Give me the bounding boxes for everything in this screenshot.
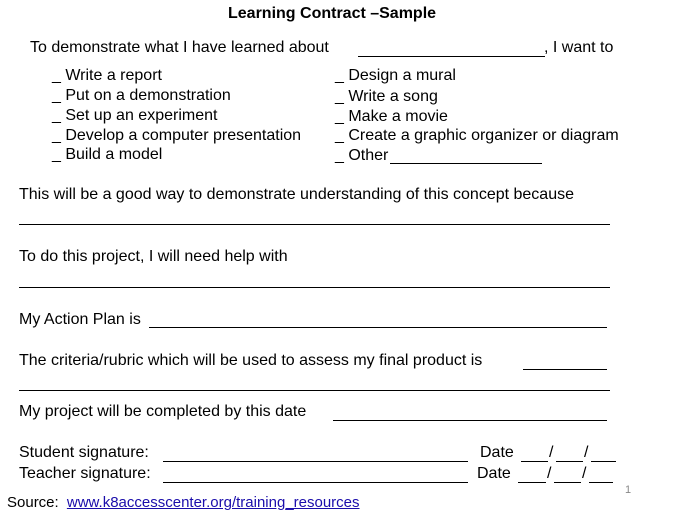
criteria-blank-2 (19, 390, 610, 391)
completion-date-blank (333, 420, 607, 421)
student-date-day (556, 461, 583, 462)
option-graphic-organizer: _ Create a graphic organizer or diagram (335, 127, 619, 144)
teacher-signature-label: Teacher signature: (19, 465, 151, 482)
option-build-model: _ Build a model (52, 146, 163, 163)
help-prompt: To do this project, I will need help with (19, 248, 288, 265)
topic-blank (358, 56, 545, 57)
option-design-mural: _ Design a mural (335, 67, 456, 84)
criteria-prompt: The criteria/rubric which will be used to assess my final product is (19, 352, 483, 369)
option-write-report: _ Write a report (52, 67, 162, 84)
help-blank (19, 287, 610, 288)
student-date-month (521, 461, 548, 462)
teacher-date-year (589, 482, 613, 483)
intro-suffix: , I want to (544, 39, 614, 56)
option-demonstration: _ Put on a demonstration (52, 87, 231, 104)
option-experiment: _ Set up an experiment (52, 107, 218, 124)
teacher-date-month (518, 482, 546, 483)
student-date-label: Date (480, 444, 514, 461)
source-label: Source: (7, 494, 59, 511)
because-prompt: This will be a good way to demonstrate understanding of this concept because (19, 186, 574, 203)
action-plan-prompt: My Action Plan is (19, 311, 141, 328)
student-date-year (591, 461, 616, 462)
action-plan-blank (149, 327, 607, 328)
intro-prefix: To demonstrate what I have learned about (30, 39, 329, 56)
source-link[interactable]: www.k8accesscenter.org/training_resources (66, 494, 360, 511)
because-blank (19, 224, 610, 225)
student-signature-label: Student signature: (19, 444, 149, 461)
other-blank (390, 163, 542, 164)
page-title: Learning Contract –Sample (228, 5, 437, 22)
source-citation (7, 494, 360, 511)
teacher-date-day (554, 482, 581, 483)
teacher-date-sep-1: / (547, 465, 552, 482)
page-number: 1 (625, 484, 632, 496)
teacher-date-sep-2: / (582, 465, 587, 482)
completion-prompt: My project will be completed by this date (19, 403, 307, 420)
student-date-sep-2: / (584, 444, 589, 461)
teacher-date-label: Date (477, 465, 511, 482)
student-signature-blank (163, 461, 468, 462)
criteria-blank (523, 369, 607, 370)
option-computer-presentation: _ Develop a computer presentation (52, 127, 302, 144)
option-write-song: _ Write a song (335, 88, 438, 105)
student-date-sep-1: / (549, 444, 554, 461)
option-make-movie: _ Make a movie (335, 108, 448, 125)
teacher-signature-blank (163, 482, 468, 483)
option-other: _ Other (335, 147, 389, 164)
